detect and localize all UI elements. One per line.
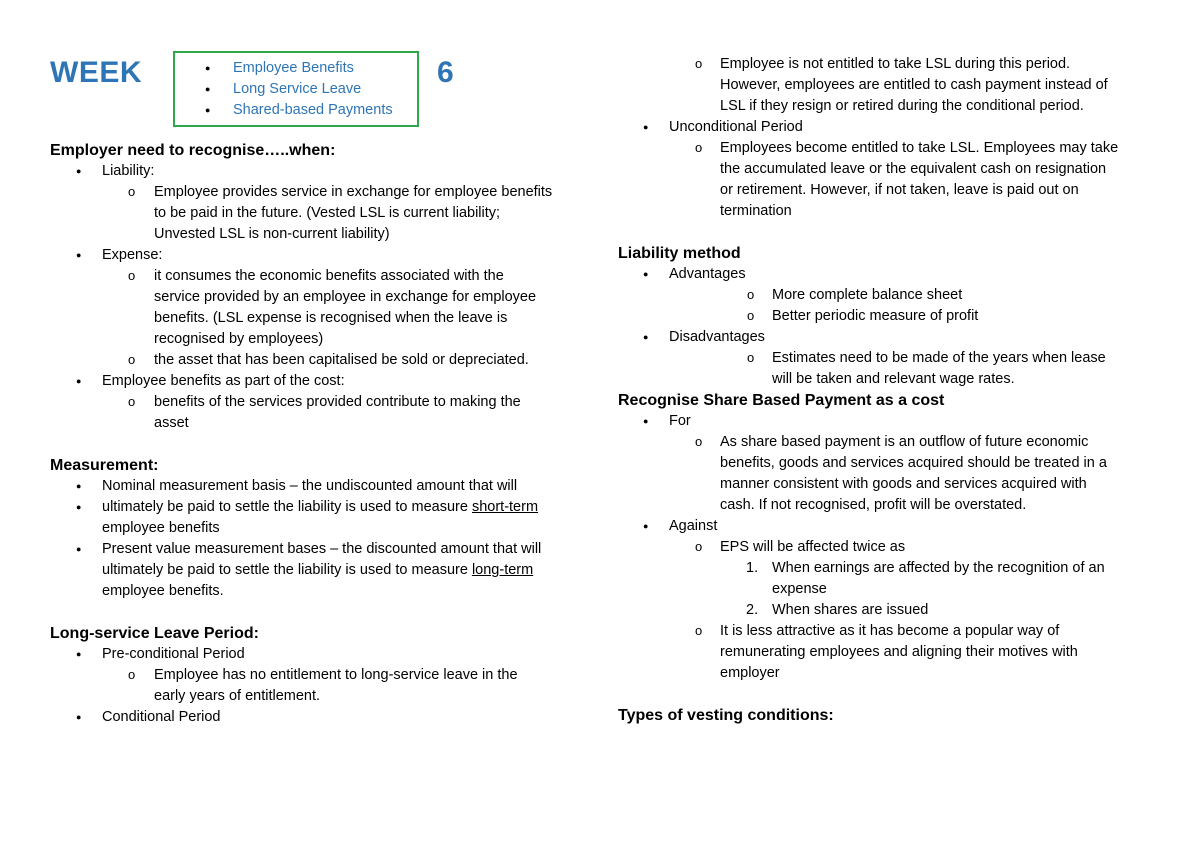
sub-bullet-text: asset bbox=[154, 415, 189, 431]
sub-bullet-text: cash. If not recognised, profit will be overstated. bbox=[720, 497, 1027, 513]
numbered-item-cont: expense bbox=[772, 581, 827, 597]
sub-bullet-text: manner consistent with goods and services acquired with bbox=[720, 476, 1087, 492]
sub-bullet-text: o Estimates need to be made of the years when lease bbox=[618, 348, 1178, 369]
right-column bbox=[618, 54, 1178, 726]
sub-bullet-text: o the asset that has been capitalised be sold or depreciated. bbox=[50, 350, 610, 371]
share-heading: Recognise Share Based Payment as a cost bbox=[618, 392, 945, 409]
sub-bullet-text: LSL if they resign or retired during the conditional period. bbox=[720, 98, 1084, 114]
topics-list bbox=[175, 53, 417, 121]
bullet-present: ● Present value measurement bases – the discounted amount that will bbox=[50, 539, 610, 560]
sub-bullet-text: benefits. (LSL expense is recognised when the leave is bbox=[154, 310, 508, 326]
liability-method-heading: Liability method bbox=[618, 245, 741, 262]
sub-bullet-text: employer bbox=[720, 665, 780, 681]
sub-bullet-text: o Better periodic measure of profit bbox=[618, 306, 1178, 327]
topics-box bbox=[173, 51, 419, 127]
bullet-expense: ● Expense: bbox=[50, 245, 610, 266]
bullet-disadvantages: ● Disadvantages bbox=[618, 327, 1178, 348]
sub-bullet-text: recognised by employees) bbox=[154, 331, 324, 347]
numbered-item bbox=[618, 600, 1178, 621]
sub-bullet-text: early years of entitlement. bbox=[154, 688, 321, 704]
lsl-heading: Long-service Leave Period: bbox=[50, 625, 259, 642]
sub-bullet-text: termination bbox=[720, 203, 792, 219]
vesting-heading: Types of vesting conditions: bbox=[618, 707, 834, 724]
sub-bullet-text: o Employees become entitled to take LSL. Employees may take bbox=[618, 138, 1178, 159]
sub-bullet-text: the accumulated leave or the equivalent cash on resignation bbox=[720, 161, 1107, 177]
left-column bbox=[50, 140, 610, 728]
numbered-text: When shares are issued bbox=[772, 602, 929, 618]
sub-bullet-text: o Employee has no entitlement to long-service leave in the bbox=[50, 665, 610, 686]
bullet-pre-conditional: ● Pre-conditional Period bbox=[50, 644, 610, 665]
sub-bullet-text: o benefits of the services provided contribute to making the bbox=[50, 392, 610, 413]
bullet-against: ● Against bbox=[618, 516, 1178, 537]
bullet-nominal: ● Nominal measurement basis – the undiscounted amount that will bbox=[50, 476, 610, 497]
bullet-cost: ● Employee benefits as part of the cost: bbox=[50, 371, 610, 392]
present-line-2 bbox=[50, 560, 610, 581]
week-label: WEEK bbox=[50, 56, 142, 89]
measurement-heading: Measurement: bbox=[50, 457, 159, 474]
bullet-liability: ● Liability: bbox=[50, 161, 610, 182]
topic-item: ● Shared-based Payments bbox=[175, 100, 417, 121]
sub-bullet-text: o More complete balance sheet bbox=[618, 285, 1178, 306]
sub-bullet-text: Unvested LSL is non-current liability) bbox=[154, 226, 390, 242]
sub-bullet-text: will be taken and relevant wage rates. bbox=[772, 371, 1015, 387]
present-line-3: employee benefits. bbox=[102, 583, 224, 599]
topic-item: ● Long Service Leave bbox=[175, 79, 417, 100]
bullet-conditional: ● Conditional Period bbox=[50, 707, 610, 728]
sub-bullet-text: o It is less attractive as it has become a popular way of bbox=[618, 621, 1178, 642]
sub-bullet-text: o Employee provides service in exchange for employee benefits bbox=[50, 182, 610, 203]
bullet-advantages: ● Advantages bbox=[618, 264, 1178, 285]
recognise-heading: Employer need to recognise…..when: bbox=[50, 142, 336, 159]
nominal-text: ultimately be paid to settle the liability is used to measure bbox=[102, 499, 472, 515]
numbered-item bbox=[618, 558, 1178, 579]
numbered-text: When earnings are affected by the recognition of an bbox=[772, 560, 1105, 576]
sub-bullet-text: benefits, goods and services acquired should be treated in a bbox=[720, 455, 1107, 471]
bullet-for: ● For bbox=[618, 411, 1178, 432]
short-term-underlined: short-term bbox=[471, 499, 539, 515]
nominal-line-2 bbox=[50, 497, 610, 518]
present-text: ultimately be paid to settle the liability is used to measure bbox=[102, 562, 472, 578]
item-number: 1. bbox=[746, 560, 759, 576]
sub-bullet-text: service provided by an employee in exchange for employee bbox=[154, 289, 537, 305]
nominal-line-3: employee benefits bbox=[102, 520, 220, 536]
sub-bullet-text: to be paid in the future. (Vested LSL is current liability; bbox=[154, 205, 501, 221]
long-term-underlined: long-term bbox=[471, 562, 534, 578]
sub-bullet-text: However, employees are entitled to cash payment instead of bbox=[720, 77, 1108, 93]
topic-item: ● Employee Benefits bbox=[175, 58, 417, 79]
bullet-unconditional: ● Unconditional Period bbox=[618, 117, 1178, 138]
item-number: 2. bbox=[746, 602, 759, 618]
sub-bullet-text: remunerating employees and aligning their motives with bbox=[720, 644, 1078, 660]
sub-bullet-text: o As share based payment is an outflow of future economic bbox=[618, 432, 1178, 453]
week-number: 6 bbox=[437, 56, 454, 89]
sub-bullet-text: or retirement. However, if not taken, leave is paid out on bbox=[720, 182, 1079, 198]
sub-bullet-text: o EPS will be affected twice as bbox=[618, 537, 1178, 558]
sub-bullet-text: o it consumes the economic benefits associated with the bbox=[50, 266, 610, 287]
sub-bullet-text: o Employee is not entitled to take LSL during this period. bbox=[618, 54, 1178, 75]
